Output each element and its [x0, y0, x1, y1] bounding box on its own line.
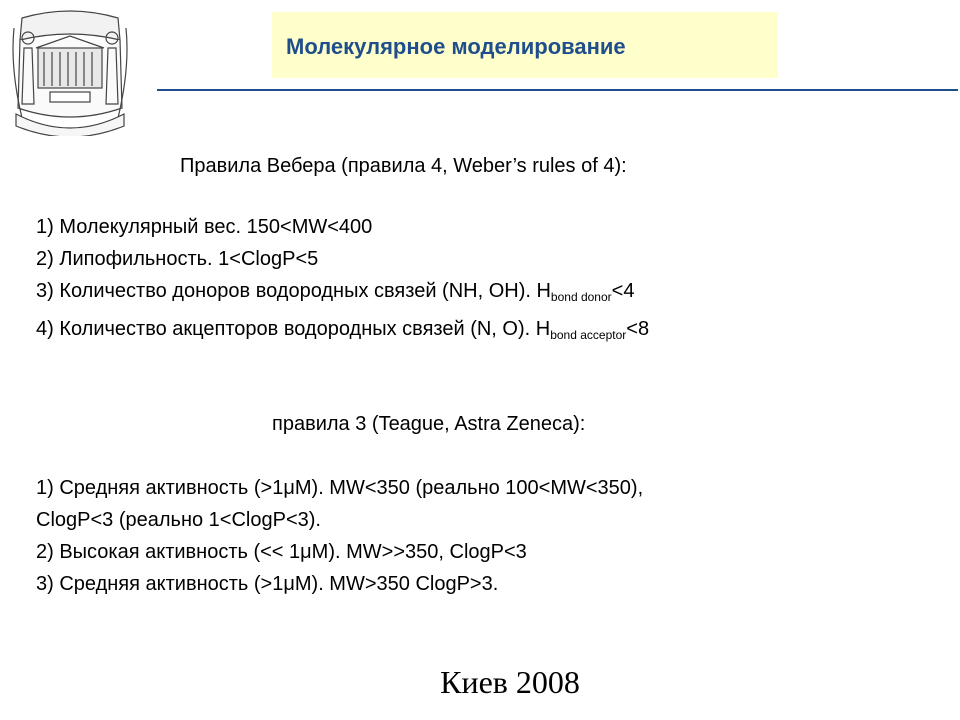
teague-rule-2: 2) Высокая активность (<< 1μM). MW>>350, ClogP<3 — [36, 541, 527, 563]
footer — [0, 664, 960, 700]
teague-heading: правила 3 (Teague, Astra Zeneca): — [272, 413, 586, 435]
weber-rule-3: 3) Количество доноров водородных связей (NH, OH). $H_{bond donor}<4$ — [36, 280, 635, 304]
title-divider — [157, 89, 958, 91]
teague-rule-1b: ClogP<3 (реально 1<ClogP<3). — [36, 509, 321, 531]
weber-rule-2: 2) Липофильность. 1<ClogP<5 — [36, 248, 319, 270]
footer-text: Киев 2008 — [440, 664, 580, 700]
title-banner — [272, 12, 778, 78]
teague-rule-1a: 1) Средняя активность (>1μM). MW<350 (реально 100<MW<350), — [36, 477, 644, 499]
university-crest-icon — [8, 8, 132, 136]
teague-rule-3: 3) Средняя активность (>1μM). MW>350 ClogP>3. — [36, 573, 499, 595]
weber-heading: Правила Вебера (правила 4, Weber’s rules of 4): — [180, 155, 627, 177]
page-title: Молекулярное моделирование — [286, 34, 626, 59]
weber-rule-1: 1) Молекулярный вес. 150<MW<400 — [36, 216, 373, 238]
weber-rule-4: 4) Количество акцепторов водородных связей (N, O). $H_{bond acceptor}<8$ — [36, 318, 650, 342]
